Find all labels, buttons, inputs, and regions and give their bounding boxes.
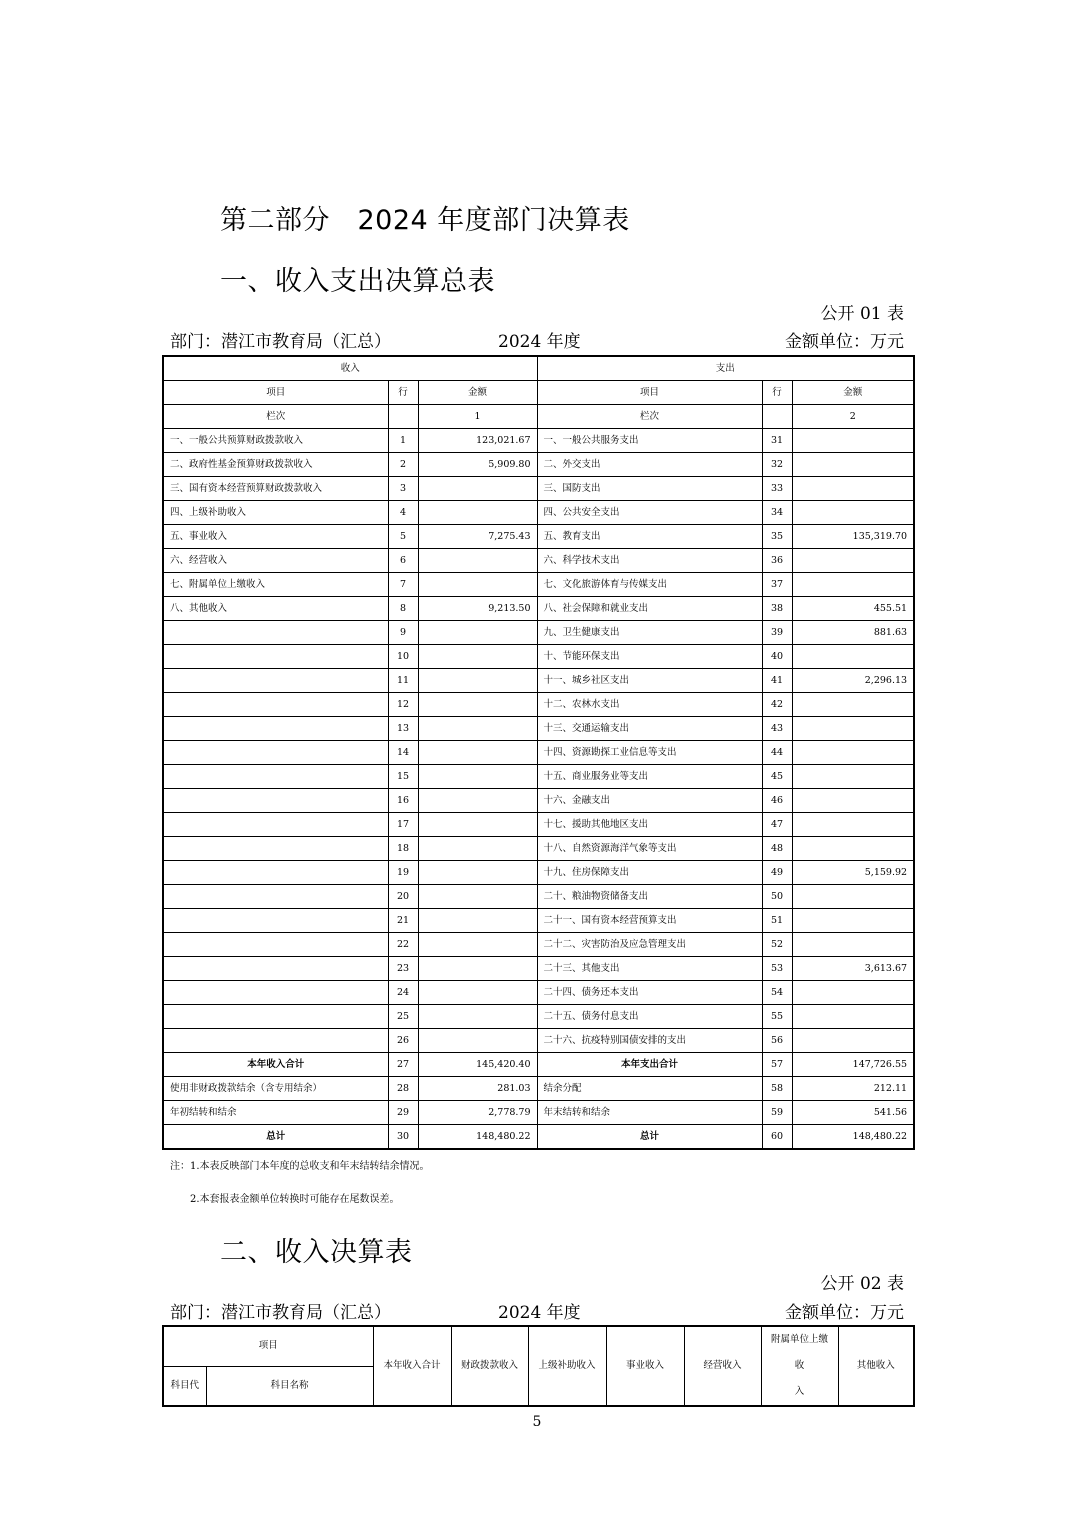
income-item-cell	[163, 909, 388, 933]
expense-item-cell: 十、节能环保支出	[537, 645, 762, 669]
expense-item-cell: 年末结转和结余	[537, 1101, 762, 1125]
expense-item-cell: 结余分配	[537, 1077, 762, 1101]
income-amount-cell	[418, 981, 537, 1005]
table-row	[163, 837, 914, 861]
expense-amount-cell	[792, 693, 914, 717]
expense-item-cell: 三、国防支出	[537, 477, 762, 501]
expense-item-cell: 十六、金融支出	[537, 789, 762, 813]
other-income-header: 其他收入	[838, 1326, 914, 1406]
expense-amount-cell	[792, 789, 914, 813]
table-row	[163, 1125, 914, 1150]
income-amount-cell	[418, 813, 537, 837]
expense-item-cell: 一、一般公共服务支出	[537, 429, 762, 453]
expense-item-cell: 十七、援助其他地区支出	[537, 813, 762, 837]
expense-row-number: 55	[762, 1005, 792, 1029]
table-row	[163, 429, 914, 453]
expense-column-label: 栏次	[537, 405, 762, 429]
expense-row-number: 32	[762, 453, 792, 477]
income-amount-cell	[418, 669, 537, 693]
expense-row-number: 49	[762, 861, 792, 885]
expense-row-number: 40	[762, 645, 792, 669]
subject-name-header: 科目名称	[206, 1366, 373, 1406]
unit-label: 金额单位：万元	[785, 332, 904, 352]
table-row	[163, 813, 914, 837]
year-label: 2024 年度	[498, 332, 581, 352]
expense-item-cell: 二十二、灾害防治及应急管理支出	[537, 933, 762, 957]
expense-amount-cell	[792, 1029, 914, 1053]
income-amount-cell	[418, 765, 537, 789]
table-row	[163, 1005, 914, 1029]
expense-amount-cell: 541.56	[792, 1101, 914, 1125]
income-row-number: 25	[388, 1005, 418, 1029]
table-header-row	[163, 356, 914, 381]
income-amount-cell	[418, 909, 537, 933]
income-row-number: 27	[388, 1053, 418, 1077]
expense-item-cell: 十一、城乡社区支出	[537, 669, 762, 693]
operating-income-header: 经营收入	[684, 1326, 761, 1406]
expense-row-number: 42	[762, 693, 792, 717]
income-row-number: 5	[388, 525, 418, 549]
affiliated-income-header	[761, 1326, 838, 1406]
income-row-number: 8	[388, 597, 418, 621]
expense-amount-cell	[792, 909, 914, 933]
income-row-number: 18	[388, 837, 418, 861]
expense-row-number: 37	[762, 573, 792, 597]
income-amount-cell	[418, 741, 537, 765]
income-amount-cell: 123,021.67	[418, 429, 537, 453]
expense-item-cell: 十三、交通运输支出	[537, 717, 762, 741]
table-row	[163, 669, 914, 693]
income-item-cell	[163, 981, 388, 1005]
expense-row-number: 60	[762, 1125, 792, 1150]
table-row	[163, 477, 914, 501]
expense-header: 支出	[537, 356, 914, 381]
income-row-number: 23	[388, 957, 418, 981]
income-row-number: 7	[388, 573, 418, 597]
income-item-cell: 八、其他收入	[163, 597, 388, 621]
income-amount-cell	[418, 789, 537, 813]
table-row	[163, 957, 914, 981]
income-row-number: 30	[388, 1125, 418, 1150]
expense-item-cell: 二十三、其他支出	[537, 957, 762, 981]
income-item-cell	[163, 885, 388, 909]
expense-row-number: 50	[762, 885, 792, 909]
table-row	[163, 525, 914, 549]
income-row-number: 21	[388, 909, 418, 933]
expense-item-cell: 七、文化旅游体育与传媒支出	[537, 573, 762, 597]
income-item-cell	[163, 765, 388, 789]
table-row	[163, 789, 914, 813]
subject-code-header: 科目代	[163, 1366, 206, 1406]
income-item-cell	[163, 837, 388, 861]
income-item-cell	[163, 861, 388, 885]
section1-title: 一、收入支出决算总表	[220, 266, 495, 297]
income-amount-cell	[418, 549, 537, 573]
expense-item-cell: 二十六、抗疫特别国债安排的支出	[537, 1029, 762, 1053]
income-item-header: 项目	[163, 381, 388, 405]
income-item-cell: 总计	[163, 1125, 388, 1150]
income-item-cell: 二、政府性基金预算财政拨款收入	[163, 453, 388, 477]
expense-item-cell: 六、科学技术支出	[537, 549, 762, 573]
year-label-2: 2024 年度	[498, 1303, 581, 1323]
table-row	[163, 1053, 914, 1077]
income-amount-cell	[418, 573, 537, 597]
expense-row-number: 45	[762, 765, 792, 789]
expense-item-cell: 二十五、债务付息支出	[537, 1005, 762, 1029]
income-amount-cell: 145,420.40	[418, 1053, 537, 1077]
expense-item-cell: 十四、资源勘探工业信息等支出	[537, 741, 762, 765]
income-item-cell	[163, 789, 388, 813]
expense-item-header: 项目	[537, 381, 762, 405]
business-income-header: 事业收入	[606, 1326, 684, 1406]
expense-item-cell: 四、公共安全支出	[537, 501, 762, 525]
expense-amount-cell	[792, 573, 914, 597]
income-row-number: 9	[388, 621, 418, 645]
income-amount-cell: 9,213.50	[418, 597, 537, 621]
expense-item-cell: 五、教育支出	[537, 525, 762, 549]
expense-item-cell: 二十、粮油物资储备支出	[537, 885, 762, 909]
affiliated-income-line1: 附属单位上缴收	[771, 1334, 829, 1371]
income-row-number: 4	[388, 501, 418, 525]
income-column-label: 栏次	[163, 405, 388, 429]
expense-amount-cell	[792, 429, 914, 453]
income-item-cell	[163, 933, 388, 957]
expense-item-cell: 二十一、国有资本经营预算支出	[537, 909, 762, 933]
income-final-accounts-table	[162, 1325, 915, 1407]
expense-row-number: 51	[762, 909, 792, 933]
table-row	[163, 501, 914, 525]
income-item-cell	[163, 717, 388, 741]
column-index-row	[163, 405, 914, 429]
income-row-number: 22	[388, 933, 418, 957]
table-row	[163, 909, 914, 933]
income-column-number: 1	[418, 405, 537, 429]
income-amount-cell	[418, 957, 537, 981]
income-row-number: 15	[388, 765, 418, 789]
expense-amount-cell	[792, 477, 914, 501]
income-item-cell: 使用非财政拨款结余（含专用结余）	[163, 1077, 388, 1101]
expense-item-cell: 八、社会保障和就业支出	[537, 597, 762, 621]
affiliated-income-line2: 入	[794, 1386, 805, 1397]
expense-amount-cell: 135,319.70	[792, 525, 914, 549]
income-amount-cell	[418, 621, 537, 645]
expense-amount-cell: 148,480.22	[792, 1125, 914, 1150]
expense-amount-cell	[792, 981, 914, 1005]
expense-amount-cell: 455.51	[792, 597, 914, 621]
income-item-cell	[163, 1029, 388, 1053]
expense-item-cell: 十八、自然资源海洋气象等支出	[537, 837, 762, 861]
income-amount-cell	[418, 1029, 537, 1053]
income-amount-cell	[418, 861, 537, 885]
table-row	[163, 621, 914, 645]
expense-row-number: 34	[762, 501, 792, 525]
expense-row-number: 53	[762, 957, 792, 981]
table-code-2: 公开 02 表	[820, 1274, 904, 1294]
expense-amount-cell	[792, 741, 914, 765]
income-row-number: 20	[388, 885, 418, 909]
income-item-cell	[163, 1005, 388, 1029]
income-row-number: 26	[388, 1029, 418, 1053]
item-header: 项目	[163, 1326, 373, 1366]
expense-row-number: 52	[762, 933, 792, 957]
income-row-number: 11	[388, 669, 418, 693]
income-amount-cell: 148,480.22	[418, 1125, 537, 1150]
expense-row-number: 41	[762, 669, 792, 693]
income-amount-cell	[418, 477, 537, 501]
expense-item-cell: 十九、住房保障支出	[537, 861, 762, 885]
table-row	[163, 549, 914, 573]
department-label-2: 部门：潜江市教育局（汇总）	[170, 1303, 391, 1323]
income-amount-header: 金额	[418, 381, 537, 405]
income-item-cell: 年初结转和结余	[163, 1101, 388, 1125]
income-row-number: 1	[388, 429, 418, 453]
expense-amount-cell	[792, 501, 914, 525]
income-amount-cell	[418, 885, 537, 909]
note-2: 2.本套报表金额单位转换时可能存在尾数误差。	[190, 1194, 400, 1205]
income-item-cell	[163, 813, 388, 837]
expense-amount-cell	[792, 885, 914, 909]
total-income-header: 本年收入合计	[373, 1326, 451, 1406]
table2-header-row	[163, 1326, 914, 1366]
income-amount-cell: 2,778.79	[418, 1101, 537, 1125]
expense-amount-cell: 2,296.13	[792, 669, 914, 693]
expense-amount-cell	[792, 765, 914, 789]
expense-row-number: 35	[762, 525, 792, 549]
income-row-number: 12	[388, 693, 418, 717]
income-header: 收入	[163, 356, 537, 381]
expense-amount-cell: 212.11	[792, 1077, 914, 1101]
income-item-cell: 本年收入合计	[163, 1053, 388, 1077]
income-row-number: 2	[388, 453, 418, 477]
expense-row-number: 38	[762, 597, 792, 621]
expense-row-number: 54	[762, 981, 792, 1005]
expense-row-number: 46	[762, 789, 792, 813]
income-row-header: 行	[388, 381, 418, 405]
expense-row-number: 39	[762, 621, 792, 645]
income-item-cell: 一、一般公共预算财政拨款收入	[163, 429, 388, 453]
section2-title: 二、收入决算表	[220, 1237, 413, 1268]
expense-row-number: 57	[762, 1053, 792, 1077]
income-item-cell	[163, 669, 388, 693]
expense-row-number: 48	[762, 837, 792, 861]
expense-amount-cell	[792, 645, 914, 669]
table-row	[163, 573, 914, 597]
expense-column-blank	[762, 405, 792, 429]
income-column-blank	[388, 405, 418, 429]
expense-amount-cell: 3,613.67	[792, 957, 914, 981]
table-row	[163, 765, 914, 789]
expense-amount-cell	[792, 453, 914, 477]
income-row-number: 10	[388, 645, 418, 669]
expense-item-cell: 二、外交支出	[537, 453, 762, 477]
expense-amount-cell: 881.63	[792, 621, 914, 645]
table-row	[163, 645, 914, 669]
expense-amount-cell: 5,159.92	[792, 861, 914, 885]
page-number: 5	[532, 1414, 542, 1430]
expense-row-number: 58	[762, 1077, 792, 1101]
income-item-cell	[163, 645, 388, 669]
income-item-cell: 七、附属单位上缴收入	[163, 573, 388, 597]
table-subheader-row	[163, 381, 914, 405]
income-amount-cell	[418, 1005, 537, 1029]
expense-row-number: 56	[762, 1029, 792, 1053]
income-row-number: 13	[388, 717, 418, 741]
expense-row-number: 44	[762, 741, 792, 765]
income-item-cell	[163, 957, 388, 981]
expense-row-number: 43	[762, 717, 792, 741]
expense-amount-cell	[792, 1005, 914, 1029]
expense-row-number: 47	[762, 813, 792, 837]
expense-item-cell: 本年支出合计	[537, 1053, 762, 1077]
income-amount-cell	[418, 717, 537, 741]
expense-row-number: 59	[762, 1101, 792, 1125]
income-item-cell: 四、上级补助收入	[163, 501, 388, 525]
table-row	[163, 1101, 914, 1125]
income-item-cell: 六、经营收入	[163, 549, 388, 573]
expense-row-number: 36	[762, 549, 792, 573]
superior-subsidy-header: 上级补助收入	[528, 1326, 606, 1406]
income-row-number: 6	[388, 549, 418, 573]
table-row	[163, 1077, 914, 1101]
income-row-number: 24	[388, 981, 418, 1005]
income-item-cell	[163, 693, 388, 717]
expense-column-number: 2	[792, 405, 914, 429]
expense-item-cell: 总计	[537, 1125, 762, 1150]
income-item-cell: 三、国有资本经营预算财政拨款收入	[163, 477, 388, 501]
table-row	[163, 597, 914, 621]
table-row	[163, 861, 914, 885]
expense-amount-cell	[792, 717, 914, 741]
expense-amount-cell	[792, 549, 914, 573]
income-row-number: 14	[388, 741, 418, 765]
expense-amount-cell: 147,726.55	[792, 1053, 914, 1077]
table-row	[163, 693, 914, 717]
income-amount-cell	[418, 645, 537, 669]
unit-label-2: 金额单位：万元	[785, 1303, 904, 1323]
table-code: 公开 01 表	[820, 304, 904, 324]
income-item-cell	[163, 621, 388, 645]
expense-row-number: 31	[762, 429, 792, 453]
income-amount-cell	[418, 933, 537, 957]
expense-row-header: 行	[762, 381, 792, 405]
income-amount-cell	[418, 693, 537, 717]
table-row	[163, 933, 914, 957]
income-item-cell: 五、事业收入	[163, 525, 388, 549]
table-row	[163, 1029, 914, 1053]
fiscal-income-header: 财政拨款收入	[451, 1326, 528, 1406]
income-amount-cell: 7,275.43	[418, 525, 537, 549]
table-row	[163, 717, 914, 741]
income-amount-cell	[418, 501, 537, 525]
income-row-number: 17	[388, 813, 418, 837]
expense-item-cell: 十二、农林水支出	[537, 693, 762, 717]
expense-amount-cell	[792, 813, 914, 837]
department-label: 部门：潜江市教育局（汇总）	[170, 332, 391, 352]
expense-amount-cell	[792, 837, 914, 861]
expense-item-cell: 九、卫生健康支出	[537, 621, 762, 645]
income-row-number: 19	[388, 861, 418, 885]
income-row-number: 16	[388, 789, 418, 813]
table-row	[163, 741, 914, 765]
income-amount-cell: 281.03	[418, 1077, 537, 1101]
income-amount-cell: 5,909.80	[418, 453, 537, 477]
expense-item-cell: 十五、商业服务业等支出	[537, 765, 762, 789]
income-row-number: 3	[388, 477, 418, 501]
expense-item-cell: 二十四、债务还本支出	[537, 981, 762, 1005]
income-amount-cell	[418, 837, 537, 861]
expense-row-number: 33	[762, 477, 792, 501]
note-1: 注：1.本表反映部门本年度的总收支和年末结转结余情况。	[170, 1161, 430, 1172]
table-row	[163, 453, 914, 477]
expense-amount-cell	[792, 933, 914, 957]
income-row-number: 28	[388, 1077, 418, 1101]
table-row	[163, 981, 914, 1005]
income-row-number: 29	[388, 1101, 418, 1125]
table-row	[163, 885, 914, 909]
income-expense-summary-table	[162, 355, 915, 1150]
income-item-cell	[163, 741, 388, 765]
part-title: 第二部分 2024 年度部门决算表	[220, 205, 630, 236]
expense-amount-header: 金额	[792, 381, 914, 405]
